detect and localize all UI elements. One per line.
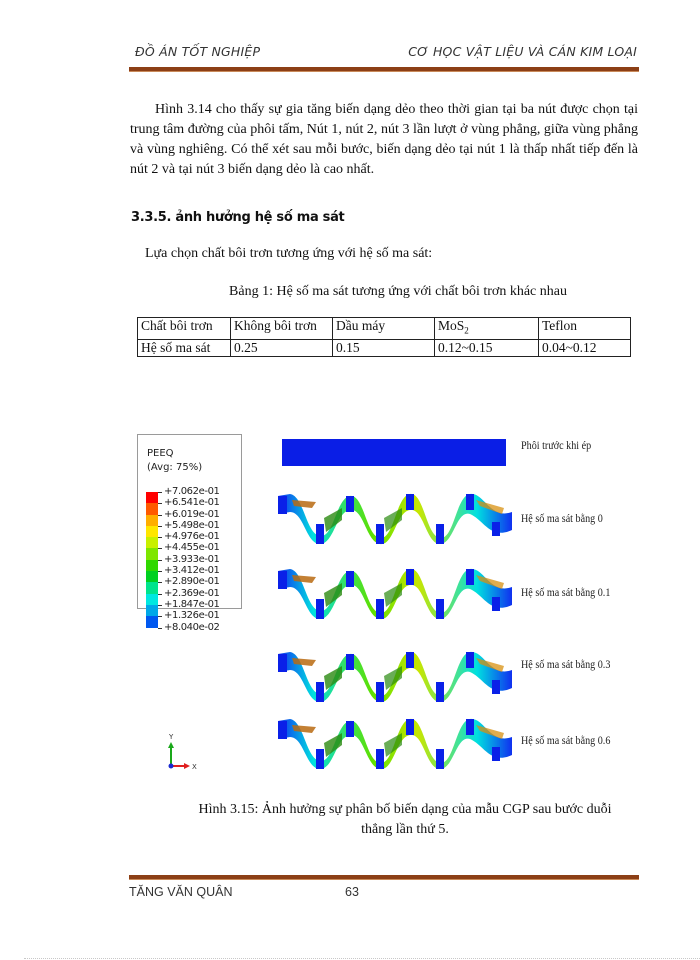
legend-tick [158,526,162,527]
mos-text: MoS [438,318,465,333]
figure-caption [160,800,650,840]
legend-tick [158,560,162,561]
label-blank: Phôi trước khi ép [521,440,592,452]
legend-swatch [146,492,158,503]
page-boundary [24,958,700,959]
label-friction-0-6: Hệ số ma sát bằng 0.6 [521,735,611,747]
table-caption: Bảng 1: Hệ số ma sát tương ứng với chất bôi trơn khác nhau [229,284,567,299]
table-cell: Chất bôi trơn [138,318,231,340]
peeq-legend [137,434,242,633]
legend-value: +8.040e-02 [164,621,220,633]
legend-swatch [146,582,158,593]
table-cell: Không bôi trơn [231,318,333,340]
legend-subtitle: (Avg: 75%) [147,462,203,473]
lubricant-table [137,317,631,357]
legend-value: +4.976e-01 [164,531,220,543]
legend-tick [158,628,162,629]
legend-value: +3.412e-01 [164,565,220,577]
legend-tick [158,605,162,606]
table-cell: Teflon [539,318,631,340]
legend-swatch [146,616,158,627]
legend-tick [158,571,162,572]
footer-rule [129,875,639,880]
label-friction-0-3: Hệ số ma sát bằng 0.3 [521,659,611,671]
label-friction-0-1: Hệ số ma sát bằng 0.1 [521,587,611,599]
legend-value: +7.062e-01 [164,486,220,497]
legend-tick [158,492,162,493]
table-cell [435,318,539,340]
section-heading: 3.3.5. ảnh hưởng hệ số ma sát [131,210,345,225]
intro-text: Lựa chọn chất bôi trơn tương ứng với hệ số ma sát: [145,246,433,261]
legend-value: +6.019e-01 [164,508,220,520]
legend-value: +3.933e-01 [164,553,220,565]
axis-x-label: X [192,763,197,771]
plate-friction-0-3 [276,648,514,704]
table-cell: 0.04~0.12 [539,339,631,356]
header-rule [129,67,639,72]
body-paragraph [130,100,638,180]
plate-friction-0 [276,490,514,546]
legend-value: +2.890e-01 [164,576,220,588]
table-cell: Hệ số ma sát [138,339,231,356]
legend-swatch [146,571,158,582]
legend-value: +6.541e-01 [164,497,220,509]
axis-triad-icon [160,730,200,775]
legend-swatch [146,605,158,616]
legend-tick [158,616,162,617]
legend-tick [158,582,162,583]
header-title-left: ĐỒ ÁN TỐT NGHIỆP [135,44,261,59]
legend-tick [158,537,162,538]
legend-swatch [146,503,158,514]
table-cell: 0.12~0.15 [435,339,539,356]
page-number: 63 [345,885,359,899]
legend-tick [158,515,162,516]
paragraph-text: Hình 3.14 cho thấy sự gia tăng biến dạng dẻo theo thời gian tại ba nút được chọn tại trung tâm đường của phôi tấm, Nút 1, nút 2, nút 3 lần lượt ở vùng phẳng, giữa vùng phẳng và vùng nghiêng. Có thể xét sau mỗi bước, biến dạng dẻo tại nút 1 là thấp nhất tiếp đến là nút 2 và tại nút 3 biến dạng dẻo là cao nhất. [130,102,638,177]
table-row [138,339,631,356]
table-cell: Dầu máy [333,318,435,340]
legend-swatch [146,515,158,526]
legend-tick [158,503,162,504]
legend-swatch [146,537,158,548]
legend-value: +5.498e-01 [164,519,220,531]
legend-tick [158,594,162,595]
table-row-header [138,318,631,340]
plate-friction-0-6 [276,715,514,771]
legend-swatch [146,526,158,537]
figure-caption-line-2: thẳng lần thứ 5. [361,822,449,837]
mos-subscript: 2 [464,325,469,336]
label-friction-0: Hệ số ma sát bằng 0 [521,513,603,525]
legend-value: +1.847e-01 [164,598,220,610]
legend-value: +1.326e-01 [164,610,220,622]
legend-title: PEEQ [147,448,174,459]
table-cell: 0.15 [333,339,435,356]
legend-tick [158,548,162,549]
footer-author: TĂNG VĂN QUÂN [129,885,233,899]
legend-swatch [146,548,158,559]
header-title-right: CƠ HỌC VẬT LIỆU VÀ CÁN KIM LOẠI [408,44,637,59]
legend-value: +4.455e-01 [164,542,220,554]
legend-value: +2.369e-01 [164,587,220,599]
axis-y-label: Y [169,733,174,741]
legend-swatch [146,594,158,605]
figure-caption-line-1: Hình 3.15: Ảnh hưởng sự phân bố biến dạng của mẫu CGP sau bước duỗi [198,802,612,817]
table-cell: 0.25 [231,339,333,356]
plate-friction-0-1 [276,565,514,621]
page-header [131,44,639,64]
blank-plate-before-pressing [282,439,506,466]
legend-swatch [146,560,158,571]
